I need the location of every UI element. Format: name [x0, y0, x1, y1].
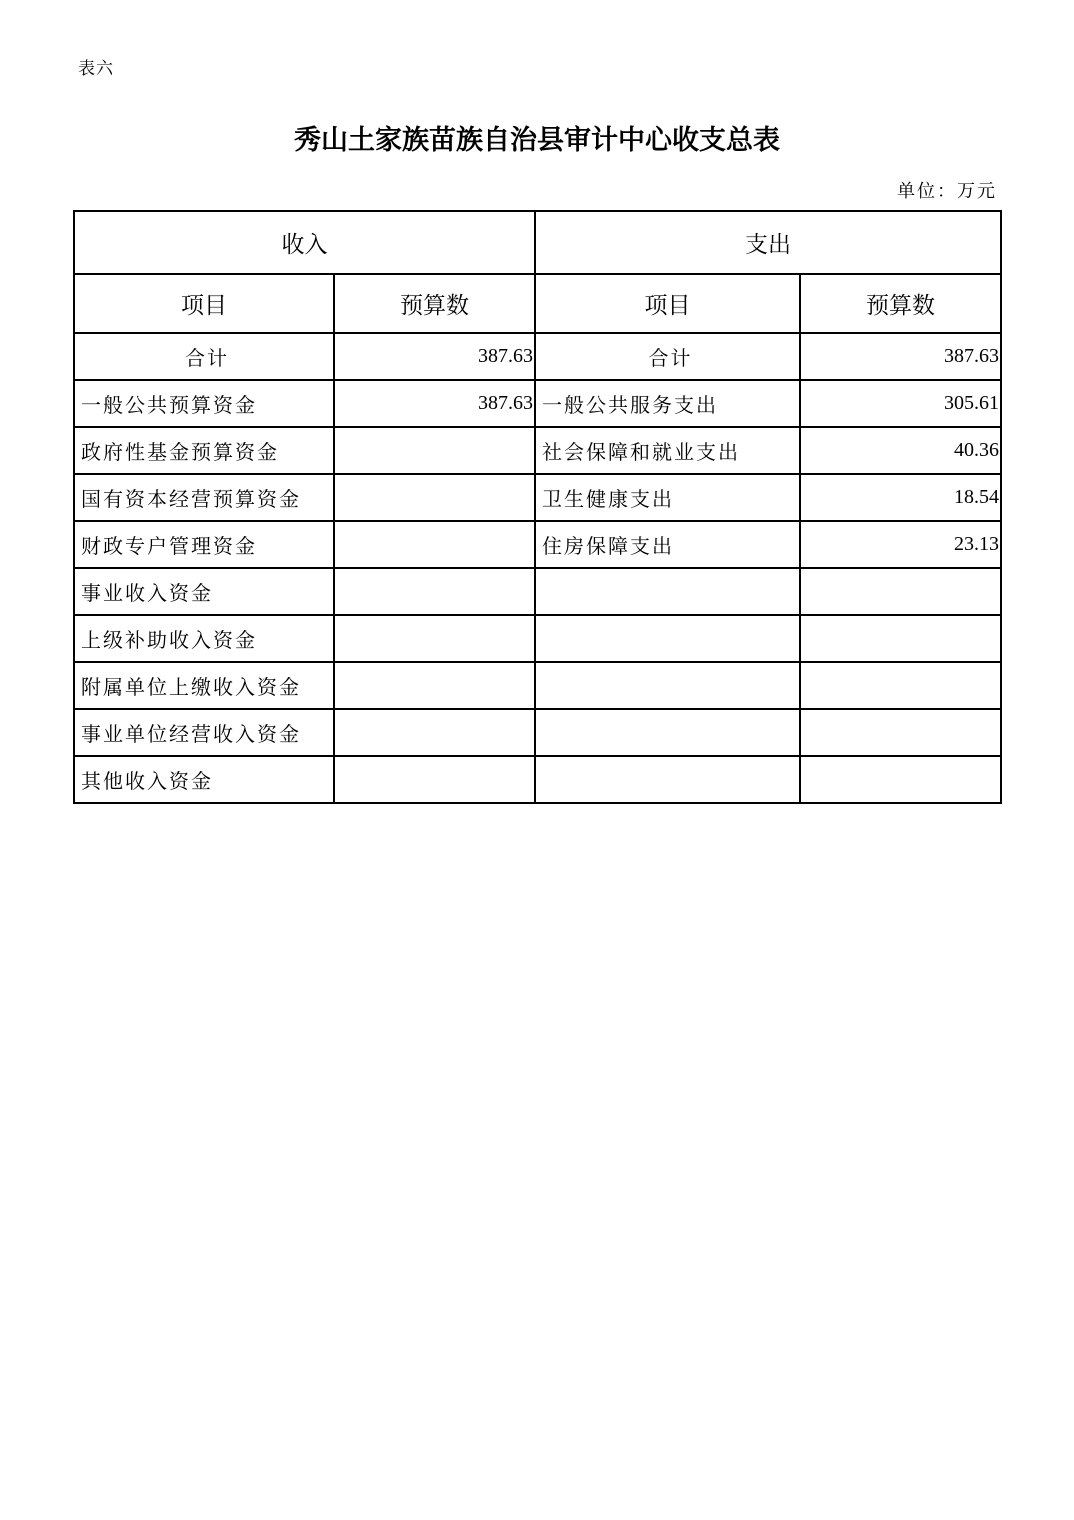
expense-item-cell: [535, 709, 800, 756]
income-item-column-header: 项目: [74, 274, 334, 333]
income-value-cell: [334, 709, 535, 756]
income-item-cell: 其他收入资金: [74, 756, 334, 803]
unit-label: 单位：万元: [897, 181, 997, 202]
income-item-cell: 上级补助收入资金: [74, 615, 334, 662]
expense-item-cell: 一般公共服务支出: [535, 380, 800, 427]
table-row: [74, 380, 1001, 427]
income-item-cell: 合计: [74, 333, 334, 380]
expense-item-cell: 合计: [535, 333, 800, 380]
expense-item-cell: [535, 615, 800, 662]
table-row: [74, 568, 1001, 615]
column-header-row: [74, 274, 1001, 333]
income-value-cell: [334, 662, 535, 709]
expense-value-cell: 387.63: [800, 333, 1001, 380]
income-section-header: 收入: [74, 211, 535, 274]
income-item-cell: 事业收入资金: [74, 568, 334, 615]
income-value-cell: 387.63: [334, 380, 535, 427]
income-value-cell: [334, 756, 535, 803]
expense-item-cell: [535, 662, 800, 709]
income-item-cell: 财政专户管理资金: [74, 521, 334, 568]
expense-value-cell: [800, 615, 1001, 662]
expense-value-cell: 23.13: [800, 521, 1001, 568]
budget-summary-table: [73, 210, 1002, 804]
table-number-label: 表六: [78, 59, 114, 79]
table-row: [74, 474, 1001, 521]
table-row: [74, 709, 1001, 756]
table-row: [74, 427, 1001, 474]
income-item-cell: 政府性基金预算资金: [74, 427, 334, 474]
income-value-cell: [334, 427, 535, 474]
table-row: [74, 662, 1001, 709]
expense-value-cell: 305.61: [800, 380, 1001, 427]
income-value-cell: [334, 568, 535, 615]
expense-item-cell: 卫生健康支出: [535, 474, 800, 521]
table-row: [74, 521, 1001, 568]
page-title: 秀山土家族苗族自治县审计中心收支总表: [294, 125, 780, 156]
table-row: [74, 615, 1001, 662]
income-item-cell: 一般公共预算资金: [74, 380, 334, 427]
expense-item-cell: 社会保障和就业支出: [535, 427, 800, 474]
expense-value-cell: 40.36: [800, 427, 1001, 474]
expense-section-header: 支出: [535, 211, 1001, 274]
income-value-cell: 387.63: [334, 333, 535, 380]
expense-value-cell: [800, 709, 1001, 756]
expense-value-cell: [800, 662, 1001, 709]
income-item-cell: 国有资本经营预算资金: [74, 474, 334, 521]
expense-value-cell: [800, 568, 1001, 615]
table-row-total: [74, 333, 1001, 380]
expense-item-cell: 住房保障支出: [535, 521, 800, 568]
income-value-cell: [334, 474, 535, 521]
expense-value-cell: 18.54: [800, 474, 1001, 521]
expense-value-cell: [800, 756, 1001, 803]
section-header-row: [74, 211, 1001, 274]
table-row: [74, 756, 1001, 803]
income-value-cell: [334, 521, 535, 568]
expense-item-column-header: 项目: [535, 274, 800, 333]
expense-item-cell: [535, 568, 800, 615]
income-value-cell: [334, 615, 535, 662]
income-item-cell: 附属单位上缴收入资金: [74, 662, 334, 709]
income-budget-column-header: 预算数: [334, 274, 535, 333]
expense-item-cell: [535, 756, 800, 803]
income-item-cell: 事业单位经营收入资金: [74, 709, 334, 756]
expense-budget-column-header: 预算数: [800, 274, 1001, 333]
